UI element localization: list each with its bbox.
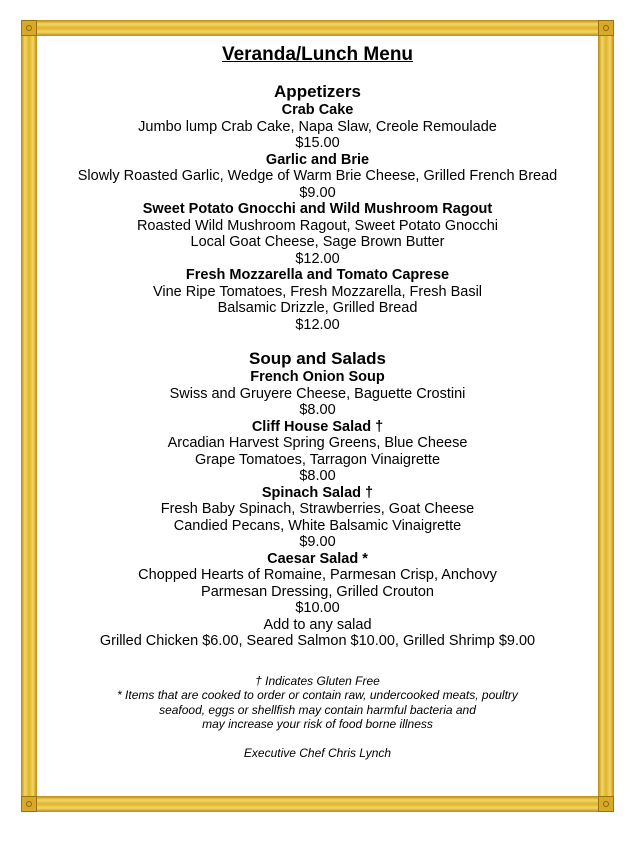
- menu-item-description: Roasted Wild Mushroom Ragout, Sweet Potato Gnocchi: [136, 217, 499, 234]
- frame-corner-ornament: [598, 796, 614, 812]
- menu-item-price: $12.00: [295, 316, 340, 333]
- menu-item: [40, 551, 595, 650]
- executive-chef: Executive Chef Chris Lynch: [243, 745, 392, 760]
- menu-item-description: Candied Pecans, White Balsamic Vinaigrette: [173, 517, 462, 534]
- section-title: Appetizers: [274, 82, 361, 101]
- menu-item: [40, 152, 595, 202]
- menu-item-name: French Onion Soup: [250, 369, 385, 385]
- menu-item-price: $9.00: [299, 534, 336, 550]
- frame-corner-ornament: [598, 20, 614, 36]
- frame-top-bar: [21, 20, 614, 36]
- menu-item: [40, 201, 595, 267]
- menu-item-price: $9.00: [299, 184, 336, 201]
- menu-item-description: Add to any salad: [263, 616, 372, 633]
- menu-item-name: Cliff House Salad †: [251, 418, 384, 435]
- menu-item-description: Slowly Roasted Garlic, Wedge of Warm Brie Cheese, Grilled French Bread: [77, 168, 558, 184]
- menu-item-name: Sweet Potato Gnocchi and Wild Mushroom Ragout: [142, 201, 493, 217]
- menu-item-description: Grilled Chicken $6.00, Seared Salmon $10.00, Grilled Shrimp $9.00: [99, 633, 536, 649]
- menu-item-price: $15.00: [295, 135, 340, 151]
- frame-corner-ornament: [21, 20, 37, 36]
- menu-item-price: $8.00: [299, 468, 336, 484]
- menu-item: [40, 485, 595, 551]
- menu-notes: [40, 674, 595, 732]
- menu-item: [40, 369, 595, 419]
- menu-section: [40, 349, 595, 650]
- menu-item-description: Arcadian Harvest Spring Greens, Blue Cheese: [167, 435, 468, 451]
- menu-item-price: $10.00: [295, 600, 340, 616]
- menu-item-description: Jumbo lump Crab Cake, Napa Slaw, Creole Remoulade: [138, 118, 497, 135]
- menu-item-description: Local Goat Cheese, Sage Brown Butter: [190, 234, 445, 250]
- menu-item-name: Fresh Mozzarella and Tomato Caprese: [185, 267, 450, 283]
- frame-right-bar: [598, 20, 614, 812]
- frame-bottom-bar: [21, 796, 614, 812]
- menu-item-description: Grape Tomatoes, Tarragon Vinaigrette: [194, 451, 441, 468]
- note-line: * Items that are cooked to order or contain raw, undercooked meats, poultry: [117, 688, 518, 702]
- frame-left-bar: [21, 20, 37, 812]
- note-line: seafood, eggs or shellfish may contain harmful bacteria and: [159, 702, 476, 717]
- menu-section: [40, 82, 595, 333]
- menu-item: [40, 102, 595, 152]
- menu-item-name: Caesar Salad *: [267, 550, 368, 567]
- section-title: Soup and Salads: [249, 349, 386, 368]
- note-line: † Indicates Gluten Free: [255, 673, 380, 688]
- frame-corner-ornament: [21, 796, 37, 812]
- menu-item-description: Parmesan Dressing, Grilled Crouton: [201, 583, 434, 600]
- menu-item-price: $8.00: [299, 402, 336, 418]
- menu-content: [40, 44, 595, 760]
- menu-item-name: Garlic and Brie: [265, 151, 370, 168]
- menu-item-price: $12.00: [295, 250, 340, 267]
- menu-item-description: Balsamic Drizzle, Grilled Bread: [217, 300, 418, 316]
- menu-item-name: Crab Cake: [281, 102, 354, 118]
- menu-item-name: Spinach Salad †: [261, 484, 374, 501]
- menu-item-description: Vine Ripe Tomatoes, Fresh Mozzarella, Fresh Basil: [152, 283, 483, 300]
- menu-item-description: Swiss and Gruyere Cheese, Baguette Crostini: [169, 385, 466, 402]
- menu-sections: [40, 82, 595, 650]
- menu-item-description: Chopped Hearts of Romaine, Parmesan Crisp, Anchovy: [138, 567, 497, 583]
- menu-item: [40, 419, 595, 485]
- menu-item: [40, 267, 595, 333]
- menu-title: Veranda/Lunch Menu: [221, 44, 414, 65]
- note-line: may increase your risk of food borne illness: [202, 717, 433, 731]
- menu-item-description: Fresh Baby Spinach, Strawberries, Goat Cheese: [160, 501, 475, 517]
